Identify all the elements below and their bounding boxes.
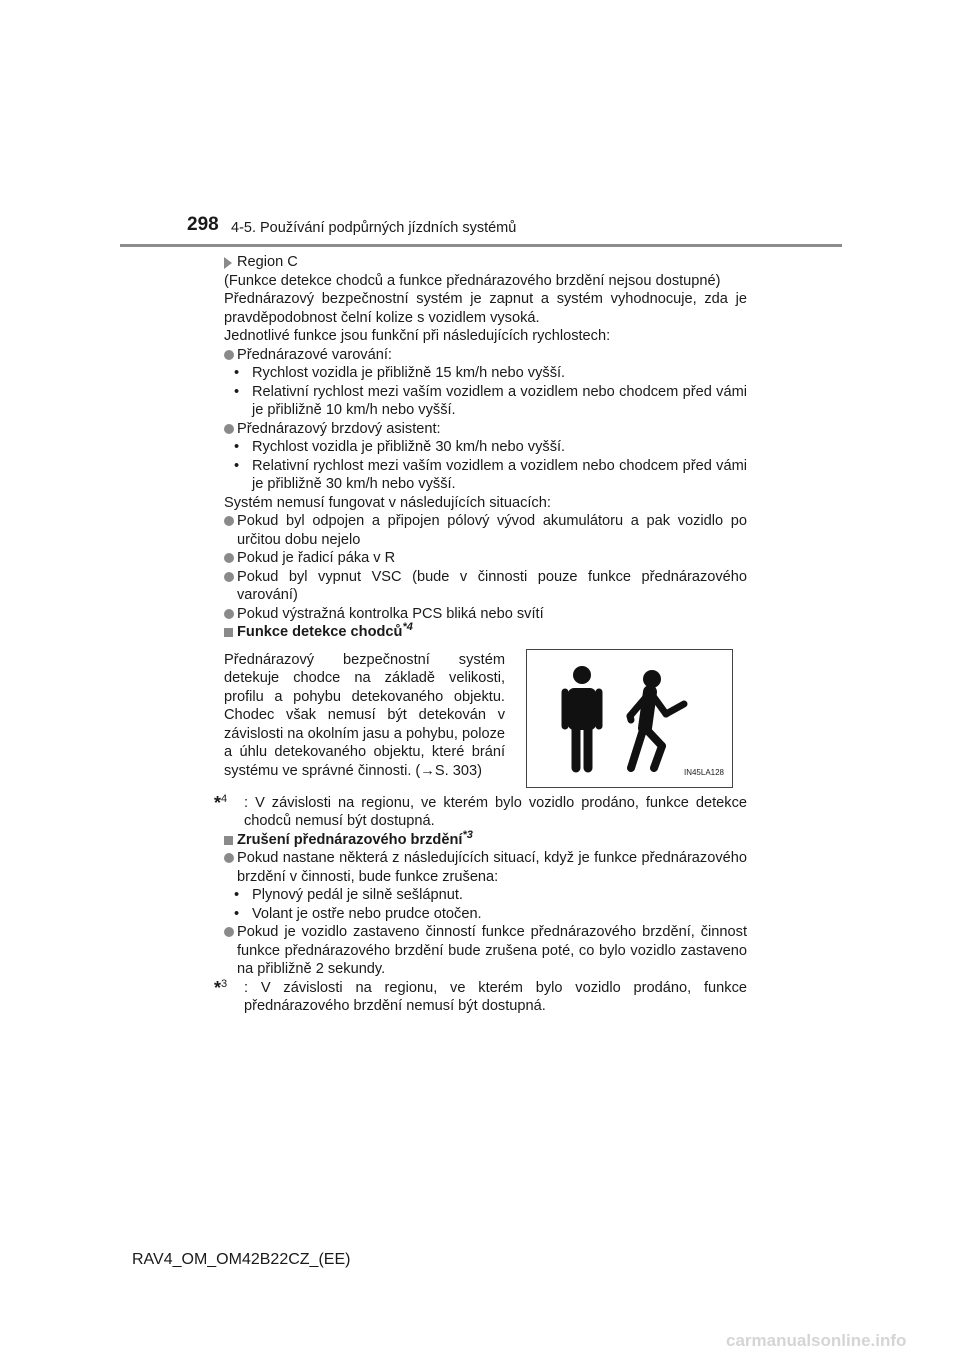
figure-id: IN45LA128 <box>683 768 724 777</box>
footnote-4: *$^4$ : V závislosti na regionu, ve kterém bylo vozidlo prodáno, funkce detekce chodců nemusí být dostupná. <box>214 792 747 829</box>
region-heading: Region C <box>224 253 747 272</box>
document-code: RAV4_OM_OM42B22CZ_(EE) <box>132 1251 351 1268</box>
square-bullet-icon <box>224 628 233 637</box>
situation-item: Pokud byl vypnut VSC (bude v činnosti pouze funkce přednárazového varování) <box>224 568 747 605</box>
circle-bullet-icon <box>224 516 234 526</box>
cancel-item: Pokud je vozidlo zastaveno činností funkce přednárazového brzdění, činnost funkce přednárazového brzdění bude zrušena poté, co bylo vozidlo zastaveno na přibližně 2 sekundy. <box>224 923 747 979</box>
header-divider <box>120 244 842 247</box>
list-item: • Volant je ostře nebo prudce otočen. <box>234 905 482 922</box>
pedestrian-section <box>224 649 747 794</box>
list-item: • Rychlost vozidla je přibližně 30 km/h nebo vyšší. <box>234 439 566 455</box>
pedestrian-text: Přednárazový bezpečnostní systém detekuje chodce na základě velikosti, profilu a pohybu detekovaného objektu. Chodec však nemusí být detekován v závislosti na okolním jasu a pohybu, poloze a úhlu detekovaného objektu, které brání systému ve správné činnosti. (→S. 303) <box>224 651 505 779</box>
list-item: • Plynový pedál je silně sešlápnut. <box>234 887 463 903</box>
footnote-3: *$^3$ : V závislosti na regionu, ve kterém bylo vozidlo prodáno, funkce přednárazového brzdění nemusí být dostupná. <box>214 977 747 1014</box>
circle-bullet-icon <box>224 927 234 937</box>
page-content <box>214 253 747 1016</box>
situation-item: Pokud je řadicí páka v R <box>224 549 747 568</box>
bullet-warning: Přednárazové varování: <box>224 346 747 365</box>
chapter-title: 4-5. Používání podpůrných jízdních systémů <box>231 220 517 236</box>
circle-bullet-icon <box>224 553 234 563</box>
square-bullet-icon <box>224 836 233 845</box>
list-item: • Relativní rychlost mezi vaším vozidlem a vozidlem nebo chodcem před vámi je přibližně 10 km/h nebo vyšší. <box>234 383 747 418</box>
list-item: • Relativní rychlost mezi vaším vozidlem a vozidlem nebo chodcem před vámi je přibližně 30 km/h nebo vyšší. <box>234 457 747 492</box>
situation-item: Pokud byl odpojen a připojen pólový vývod akumulátoru a pak vozidlo po určitou dobu nejelo <box>224 512 747 549</box>
cancel-heading: Zrušení přednárazového brzdění$^{*3}$ <box>224 831 747 850</box>
watermark: carmanualsonline.info <box>726 1331 907 1350</box>
circle-bullet-icon <box>224 609 234 619</box>
circle-bullet-icon <box>224 572 234 582</box>
circle-bullet-icon <box>224 424 234 434</box>
pedestrian-figure <box>526 649 733 788</box>
circle-bullet-icon <box>224 853 234 863</box>
triangle-bullet-icon <box>224 257 232 269</box>
situation-item: Pokud výstražná kontrolka PCS bliká nebo svítí <box>224 605 747 624</box>
paragraph-speeds: Jednotlivé funkce jsou funkční při následujících rychlostech: <box>224 328 611 344</box>
pedestrian-heading: Funkce detekce chodců$^{*4}$ <box>224 623 747 642</box>
bullet-brake-assist: Přednárazový brzdový asistent: <box>224 420 747 439</box>
page-number: 298 <box>187 214 219 235</box>
region-note: (Funkce detekce chodců a funkce přednárazového brzdění nejsou dostupné) <box>224 272 721 289</box>
situations-intro: Systém nemusí fungovat v následujících situacích: <box>224 494 551 511</box>
paragraph-system: Přednárazový bezpečnostní systém je zapnut a systém vyhodnocuje, zda je pravděpodobnost čelní kolize s vozidlem vysoká. <box>224 291 747 326</box>
circle-bullet-icon <box>224 350 234 360</box>
list-item: • Rychlost vozidla je přibližně 15 km/h nebo vyšší. <box>234 365 566 381</box>
cancel-item: Pokud nastane některá z následujících situací, když je funkce přednárazového brzdění v činnosti, bude funkce zrušena: <box>224 849 747 886</box>
